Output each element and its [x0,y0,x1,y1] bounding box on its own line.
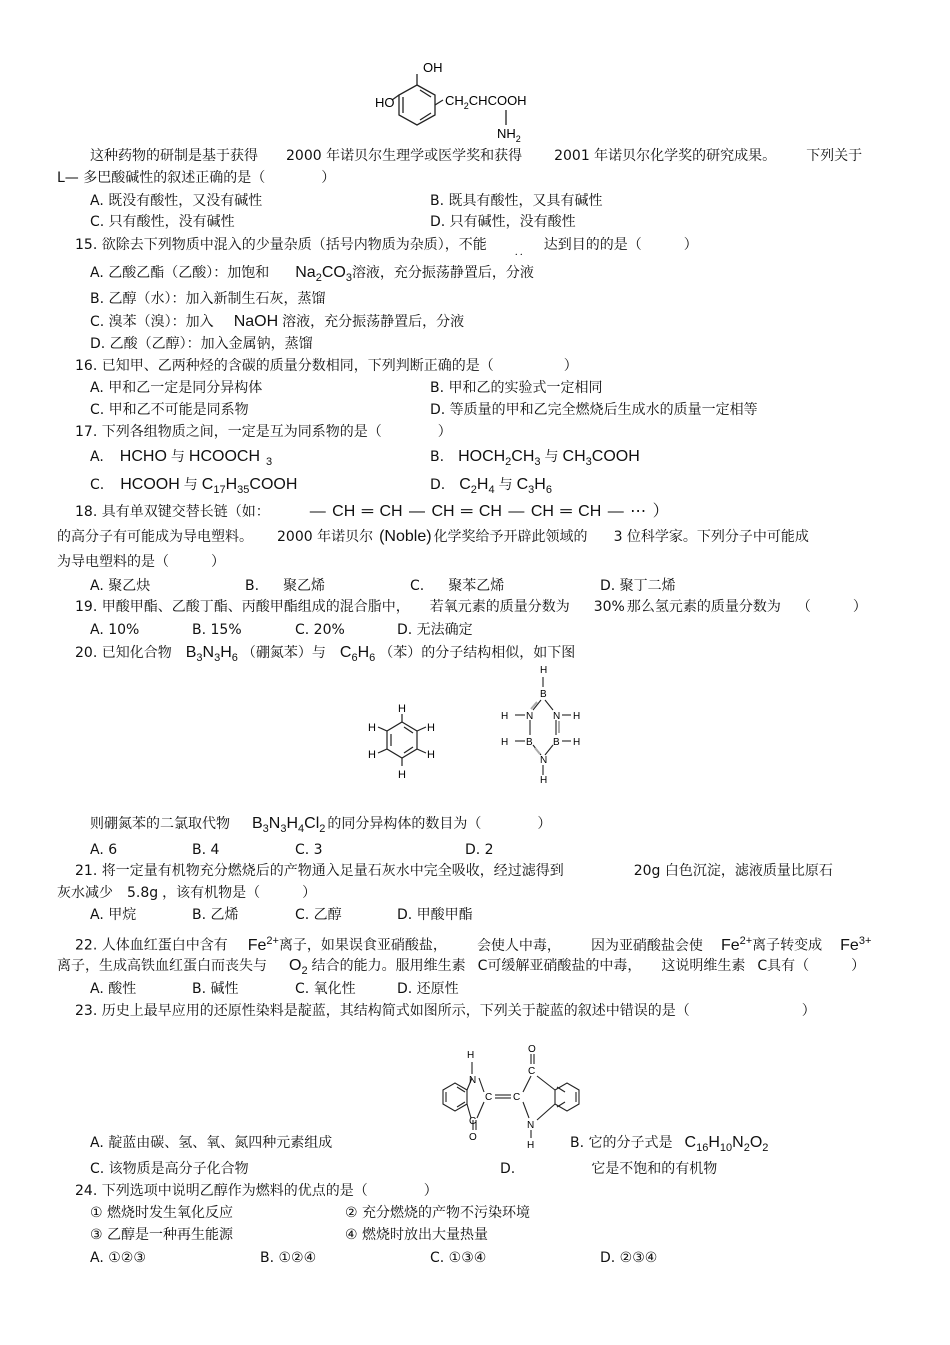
q22-line1: 22. 人体血红蛋白中含有 $Fe^{2+}$离子，如果误食亚硝酸盐， 会使人中毒， 因为亚硝酸盐会使 $Fe^{2+}$离子转变成 $Fe^{3+}$ [75,935,872,954]
q24-item-4: ④ 燃烧时放出大量热量 [345,1227,489,1243]
q24-item-1: ① 燃烧时发生氧化反应 [90,1205,234,1221]
ho-label: HO [375,95,395,110]
svg-text:H: H [368,722,376,734]
q20-question: 则硼氮苯的二氯取代物 $B_3N_3H_4Cl_2$ 的同分异构体的数目为（ ） [90,815,552,835]
q20-option-a: A. 6 [90,842,118,858]
benzene-structure [362,700,442,785]
svg-text:H: H [540,775,548,785]
q15-option-d: D. 乙酸（乙醇）：加入金属钠，蒸馏 [90,336,313,352]
q18-option-b: B. 聚乙烯 [245,578,326,594]
borazine-structure [495,655,595,785]
svg-text:N: N [527,1120,535,1131]
svg-text:H: H [527,1140,535,1151]
svg-text:H: H [573,711,581,722]
svg-text:N: N [526,711,534,722]
q21-option-d: D. 甲酸甲酯 [397,907,473,923]
q17-option-b: B. $HOCH_2CH_3$ 与 $CH_3COOH$ [430,448,640,468]
q18-option-a: A. 聚乙炔 [90,578,151,594]
q22-option-c: C. 氧化性 [295,981,356,997]
q20-option-b: B. 4 [192,842,220,858]
svg-text:H: H [501,711,509,722]
svg-text:O: O [469,1132,477,1143]
q18-line2: 的高分子有可能成为导电塑料。 2000 年诺贝尔 (Noble) 化学奖给予开辟此领域的 3 位科学家。下列分子中可能成 [57,528,809,545]
q24-option-b: B. ①②④ [260,1250,317,1266]
q23-option-a: A. 靛蓝由碳、氢、氧、氮四种元素组成 [90,1135,333,1151]
q19-option-d: D. 无法确定 [397,622,473,638]
q16-option-b: B. 甲和乙的实验式一定相同 [430,380,603,396]
q17-option-c: C. HCOOH 与 $C_{17}H_{35}COOH$ [90,476,298,496]
q23-stem: 23. 历史上最早应用的还原性染料是靛蓝，其结构简式如图所示，下列关于靛蓝的叙述中错误的是（ ） [75,1003,816,1019]
intro-option-b: B. 既具有酸性，又具有碱性 [430,193,603,209]
svg-text:H: H [398,703,406,715]
chain-label: $CH_2CHCOOH$ [445,93,527,111]
q16-stem: 16. 已知甲、乙两种烃的含碳的质量分数相同，下列判断正确的是（ ） [75,358,578,374]
intro-option-a: A. 既没有酸性，又没有碱性 [90,193,263,209]
q22-option-d: D. 还原性 [397,981,459,997]
svg-text:N: N [553,711,561,722]
q16-option-a: A. 甲和乙一定是同分异构体 [90,380,263,396]
nh2-label: $NH_2$ [497,126,521,144]
q24-stem: 24. 下列选项中说明乙醇作为燃料的优点的是（ ） [75,1183,438,1199]
q20-option-c: C. 3 [295,842,323,858]
q19-option-b: B. 15% [192,622,242,638]
indigo-structure [425,1040,585,1152]
q15-option-c: C. 溴苯（溴）：加入 NaOH 溶液，充分振荡静置后，分液 [90,313,465,330]
svg-text:B: B [526,737,533,748]
q21-option-a: A. 甲烷 [90,907,137,923]
q24-option-d: D. ②③④ [600,1250,658,1266]
q21-option-b: B. 乙烯 [192,907,239,923]
intro-line1: 这种药物的研制是基于获得 2000 年诺贝尔生理学或医学奖和获得 2001 年诺贝尔化学奖的研究成果。 下列关于 [90,148,863,164]
q15-option-b: B. 乙醇（水）：加入新制生石灰，蒸馏 [90,291,326,307]
q21-line2: 灰水减少 5.8g ，该有机物是（ ） [57,885,317,901]
svg-text:B: B [553,737,560,748]
svg-text:N: N [469,1075,477,1086]
q24-option-c: C. ①③④ [430,1250,487,1266]
intro-option-d: D. 只有碱性，没有酸性 [430,214,576,230]
l-dopa-structure [375,55,575,145]
svg-text:H: H [427,722,435,734]
svg-text:C: C [528,1066,536,1077]
svg-text:H: H [427,749,435,761]
q19-stem: 19. 甲酸甲酯、乙酸丁酯、丙酸甲酯组成的混合脂中， 若氧元素的质量分数为 30% 那么氢元素的质量分数为 （ ） [75,599,867,615]
svg-text:H: H [398,769,406,781]
q17-option-d: D. $C_2H_4$ 与 $C_3H_6$ [430,476,552,496]
svg-text:C: C [485,1092,493,1103]
q22-option-b: B. 碱性 [192,981,239,997]
svg-text:O: O [528,1044,536,1055]
q17-stem: 17. 下列各组物质之间，一定是互为同系物的是（ ） [75,424,452,440]
q22-line2: 离子，生成高铁血红蛋白而丧失与 $O_2$ 结合的能力。服用维生素 C可缓解亚硝酸盐的中毒， 这说明维生素 C具有（ ） [57,957,866,977]
svg-text:C: C [513,1092,521,1103]
q24-item-2: ② 充分燃烧的产物不污染环境 [345,1205,531,1221]
q19-option-a: A. 10% [90,622,140,638]
svg-text:H: H [467,1050,475,1061]
q24-item-3: ③ 乙醇是一种再生能源 [90,1227,234,1243]
q18-option-d: D. 聚丁二烯 [600,578,676,594]
q18-line3: 为导电塑料的是（ ） [57,554,225,570]
q20-option-d: D. 2 [465,842,494,858]
svg-text:N: N [540,755,548,766]
q22-option-a: A. 酸性 [90,981,137,997]
q24-option-a: A. ①②③ [90,1250,146,1266]
svg-text:H: H [368,749,376,761]
q20-stem: 20. 已知化合物 $B_3N_3H_6$ （硼氮苯）与 $C_6H_6$ （苯）的分子结构相似，如下图 [75,644,576,664]
svg-text:H: H [540,665,548,676]
svg-text:H: H [573,737,581,748]
oh-label: OH [423,60,443,75]
q21-option-c: C. 乙醇 [295,907,342,923]
q16-option-c: C. 甲和乙不可能是同系物 [90,402,249,418]
q21-line1: 21. 将一定量有机物充分燃烧后的产物通入足量石灰水中完全吸收，经过滤得到 20g 白色沉淀，滤液质量比原石 [75,863,833,879]
q15-option-a: A. 乙酸乙酯（乙酸）：加饱和 $Na_2CO_3$溶液，充分振荡静置后，分液 [90,264,534,284]
svg-text:B: B [540,689,547,700]
q17-option-a: A. HCHO 与 HCOOCH $_3$ [90,448,273,468]
q15-stem: 15. 欲除去下列物质中混入的少量杂质（括号内物质为杂质），不能 $_{..}$ 达到目的的是（ ） [75,237,698,258]
q19-option-c: C. 20% [295,622,345,638]
intro-option-c: C. 只有酸性，没有碱性 [90,214,235,230]
q18-stem: 18. 具有单双键交替长链（如： — CH ═ CH — CH ═ CH — CH ═ CH — ⋯ ） [75,503,669,520]
q23-option-b: B. 它的分子式是 $C_{16}H_{10}N_2O_2$ [570,1134,769,1154]
q23-option-d: D. 它是不饱和的有机物 [500,1161,718,1177]
svg-text:C: C [469,1116,477,1127]
q23-option-c: C. 该物质是高分子化合物 [90,1161,249,1177]
svg-text:H: H [501,737,509,748]
q16-option-d: D. 等质量的甲和乙完全燃烧后生成水的质量一定相等 [430,402,758,418]
q18-option-c: C. 聚苯乙烯 [410,578,505,594]
intro-line2: L— 多巴酸碱性的叙述正确的是（ ） [57,170,336,186]
